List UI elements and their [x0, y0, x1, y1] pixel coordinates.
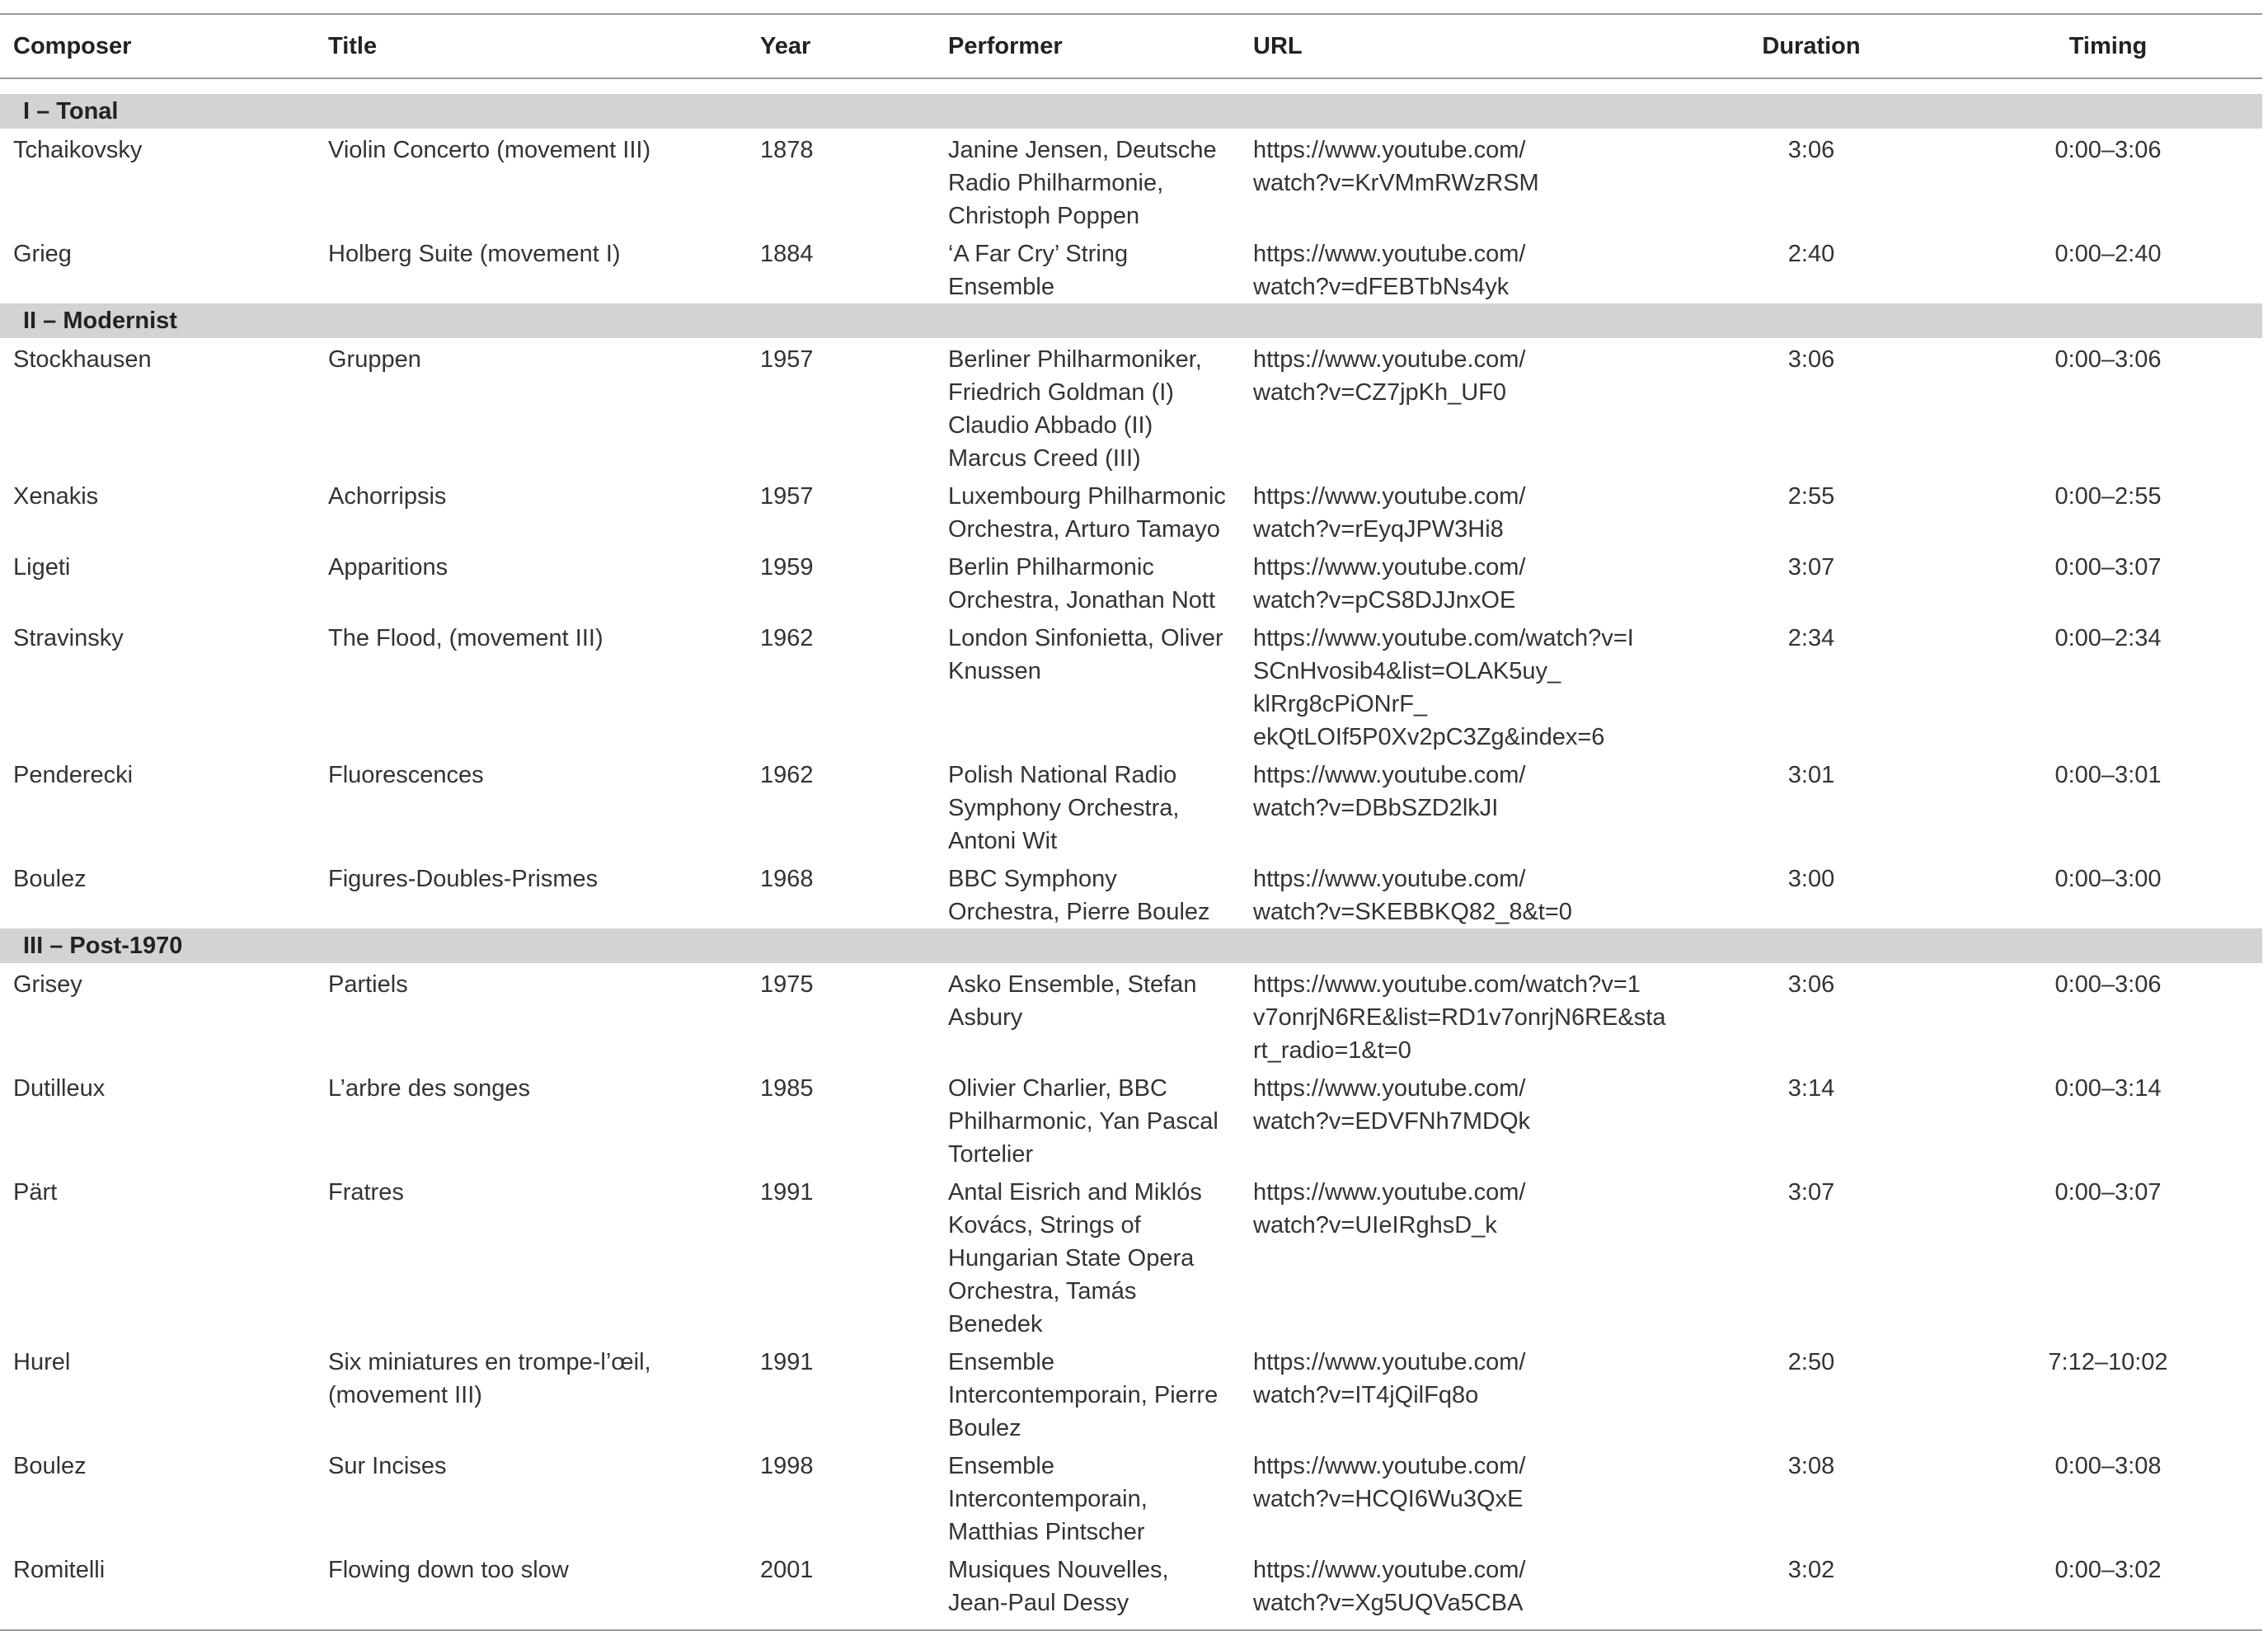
cell-duration: 3:06	[1787, 346, 1835, 373]
table-row	[0, 129, 2262, 233]
url-text-line[interactable]: watch?v=pCS8DJJnxOE	[1253, 587, 1516, 613]
url-text-line[interactable]: https://www.youtube.com/	[1253, 241, 1526, 267]
cell-performer: Musiques Nouvelles, Jean-Paul Dessy	[948, 1557, 1169, 1616]
cell-url[interactable]	[1240, 475, 1669, 546]
cell-title: Gruppen	[328, 346, 421, 373]
cell-performer: Antal Eisrich and Miklós Kovács, Strings of Hungarian State Opera Orchestra, Tamás Benedek	[948, 1179, 1202, 1337]
url-text-line[interactable]: https://www.youtube.com/	[1253, 866, 1526, 892]
cell-title: Flowing down too slow	[328, 1557, 569, 1583]
header-duration: Duration	[1669, 14, 1949, 78]
cell-url[interactable]	[1240, 1171, 1669, 1341]
section-row	[0, 94, 2262, 129]
cell-url[interactable]	[1240, 233, 1669, 303]
cell-url[interactable]	[1240, 546, 1669, 617]
cell-duration: 2:50	[1787, 1349, 1835, 1375]
url-text-line[interactable]: watch?v=Xg5UQVa5CBA	[1253, 1590, 1524, 1616]
cell-duration: 2:40	[1787, 241, 1835, 267]
table-row	[0, 338, 2262, 475]
cell-performer: Berlin Philharmonic Orchestra, Jonathan Nott	[948, 554, 1215, 613]
url-text-line[interactable]: https://www.youtube.com/	[1253, 1179, 1526, 1206]
cell-performer: ‘A Far Cry’ String Ensemble	[948, 241, 1129, 300]
composition-table-container	[0, 13, 2262, 1631]
cell-duration: 3:06	[1787, 971, 1835, 998]
table-body	[0, 78, 2262, 1629]
composition-table	[0, 13, 2262, 1629]
cell-timing: 0:00–3:06	[2054, 346, 2162, 373]
table-row	[0, 1067, 2262, 1171]
header-timing: Timing	[1949, 14, 2262, 78]
table-row	[0, 1341, 2262, 1445]
cell-title: Fratres	[328, 1179, 404, 1206]
cell-performer: Ensemble Intercontemporain, Pierre Boulez	[948, 1349, 1219, 1441]
cell-composer: Dutilleux	[13, 1075, 106, 1102]
cell-year: 1959	[760, 554, 814, 580]
url-text-line[interactable]: v7onrjN6RE&list=RD1v7onrjN6RE&sta	[1253, 1004, 1666, 1031]
table-row	[0, 546, 2262, 617]
cell-title: Partiels	[328, 971, 408, 998]
cell-year: 1968	[760, 866, 814, 892]
url-text-line[interactable]: watch?v=rEyqJPW3Hi8	[1253, 516, 1504, 543]
cell-url[interactable]	[1240, 338, 1669, 475]
cell-year: 1962	[760, 625, 814, 651]
url-text-line[interactable]: watch?v=CZ7jpKh_UF0	[1253, 379, 1507, 406]
cell-timing: 0:00–3:07	[2054, 554, 2162, 580]
cell-timing: 0:00–2:40	[2054, 241, 2162, 267]
cell-year: 1878	[760, 137, 814, 163]
cell-duration: 3:07	[1787, 1179, 1835, 1206]
cell-composer: Stravinsky	[13, 625, 124, 651]
cell-timing: 0:00–3:01	[2054, 762, 2162, 788]
cell-performer: BBC Symphony Orchestra, Pierre Boulez	[948, 866, 1210, 925]
cell-timing: 0:00–3:06	[2054, 137, 2162, 163]
cell-duration: 2:55	[1787, 483, 1835, 510]
cell-performer: Olivier Charlier, BBC Philharmonic, Yan Pascal Tortelier	[948, 1075, 1219, 1168]
url-text-line[interactable]: https://www.youtube.com/	[1253, 1349, 1526, 1375]
cell-url[interactable]	[1240, 858, 1669, 928]
table-row	[0, 617, 2262, 754]
cell-year: 1957	[760, 346, 814, 373]
cell-performer: London Sinfonietta, Oliver Knussen	[948, 625, 1223, 684]
cell-composer: Boulez	[13, 866, 87, 892]
cell-year: 1975	[760, 971, 814, 998]
header-title: Title	[315, 14, 747, 78]
table-row	[0, 1171, 2262, 1341]
table-row	[0, 1549, 2262, 1629]
section-row	[0, 928, 2262, 963]
url-text-line[interactable]: watch?v=HCQI6Wu3QxE	[1253, 1486, 1524, 1512]
header-performer: Performer	[935, 14, 1240, 78]
section-label: III – Post-1970	[0, 928, 2262, 963]
cell-url[interactable]	[1240, 963, 1669, 1067]
cell-title: Achorripsis	[328, 483, 447, 510]
cell-title: Six miniatures en trompe-l’œil, (movement III)	[328, 1349, 651, 1408]
cell-title: Holberg Suite (movement I)	[328, 241, 621, 267]
cell-timing: 7:12–10:02	[2048, 1349, 2168, 1375]
header-url: URL	[1240, 14, 1669, 78]
url-text-line[interactable]: klRrg8cPiONrF_	[1253, 691, 1428, 717]
cell-timing: 0:00–3:08	[2054, 1453, 2162, 1479]
cell-url[interactable]	[1240, 1341, 1669, 1445]
url-text-line[interactable]: https://www.youtube.com/	[1253, 1453, 1526, 1479]
section-label: I – Tonal	[0, 94, 2262, 129]
url-text-line[interactable]: https://www.youtube.com/	[1253, 762, 1526, 788]
table-header	[0, 14, 2262, 78]
cell-timing: 0:00–2:55	[2054, 483, 2162, 510]
url-text-line[interactable]: watch?v=dFEBTbNs4yk	[1253, 274, 1510, 300]
cell-year: 1998	[760, 1453, 814, 1479]
url-text-line[interactable]: https://www.youtube.com/	[1253, 1557, 1526, 1583]
cell-title: The Flood, (movement III)	[328, 625, 603, 651]
cell-timing: 0:00–3:02	[2054, 1557, 2162, 1583]
cell-composer: Romitelli	[13, 1557, 106, 1583]
cell-duration: 3:00	[1787, 866, 1835, 892]
cell-composer: Boulez	[13, 1453, 87, 1479]
cell-timing: 0:00–3:07	[2054, 1179, 2162, 1206]
cell-duration: 3:02	[1787, 1557, 1835, 1583]
cell-performer: Berliner Philharmoniker, Friedrich Goldman (I) Claudio Abbado (II) Marcus Creed (III)	[948, 346, 1202, 472]
cell-title: Sur Incises	[328, 1453, 447, 1479]
url-text-line[interactable]: https://www.youtube.com/	[1253, 1075, 1526, 1102]
cell-year: 2001	[760, 1557, 814, 1583]
table-row	[0, 233, 2262, 303]
cell-performer: Polish National Radio Symphony Orchestra, Antoni Wit	[948, 762, 1180, 854]
spacer-cell	[0, 78, 2262, 94]
url-text-line[interactable]: https://www.youtube.com/	[1253, 137, 1526, 163]
header-row	[0, 14, 2262, 78]
header-year: Year	[747, 14, 935, 78]
url-text-line[interactable]: ekQtLOIf5P0Xv2pC3Zg&index=6	[1253, 724, 1605, 750]
cell-url[interactable]	[1240, 1067, 1669, 1171]
table-row	[0, 858, 2262, 928]
cell-duration: 3:07	[1787, 554, 1835, 580]
url-text-line[interactable]: watch?v=IT4jQilFq8o	[1253, 1382, 1479, 1408]
cell-composer: Xenakis	[13, 483, 99, 510]
cell-title: Fluorescences	[328, 762, 484, 788]
cell-title: Violin Concerto (movement III)	[328, 137, 651, 163]
cell-composer: Grisey	[13, 971, 82, 998]
cell-composer: Stockhausen	[13, 346, 152, 373]
cell-timing: 0:00–3:06	[2054, 971, 2162, 998]
cell-url[interactable]	[1240, 1445, 1669, 1549]
cell-duration: 3:08	[1787, 1453, 1835, 1479]
cell-duration: 3:01	[1787, 762, 1835, 788]
cell-performer: Janine Jensen, Deutsche Radio Philharmonie, Christoph Poppen	[948, 137, 1217, 229]
cell-duration: 3:06	[1787, 137, 1835, 163]
cell-duration: 2:34	[1787, 625, 1835, 651]
cell-composer: Pärt	[13, 1179, 58, 1206]
table-row	[0, 754, 2262, 858]
cell-performer: Asko Ensemble, Stefan Asbury	[948, 971, 1197, 1031]
cell-year: 1884	[760, 241, 814, 267]
header-composer: Composer	[0, 14, 315, 78]
table-row	[0, 963, 2262, 1067]
url-text-line[interactable]: watch?v=EDVFNh7MDQk	[1253, 1108, 1531, 1135]
cell-year: 1957	[760, 483, 814, 510]
cell-year: 1985	[760, 1075, 814, 1102]
url-text-line[interactable]: watch?v=UIeIRghsD_k	[1253, 1212, 1497, 1239]
cell-title: Apparitions	[328, 554, 448, 580]
cell-composer: Ligeti	[13, 554, 71, 580]
cell-composer: Penderecki	[13, 762, 134, 788]
cell-performer: Ensemble Intercontemporain, Matthias Pintscher	[948, 1453, 1148, 1545]
cell-composer: Hurel	[13, 1349, 71, 1375]
url-text-line[interactable]: https://www.youtube.com/watch?v=1	[1253, 971, 1641, 998]
url-text-line[interactable]: watch?v=DBbSZD2lkJI	[1253, 795, 1499, 821]
cell-url[interactable]	[1240, 129, 1669, 233]
cell-title: L’arbre des songes	[328, 1075, 531, 1102]
cell-year: 1962	[760, 762, 814, 788]
cell-performer: Luxembourg Philharmonic Orchestra, Arturo Tamayo	[948, 483, 1226, 543]
url-text-line[interactable]: watch?v=KrVMmRWzRSM	[1253, 170, 1539, 196]
table-row	[0, 1445, 2262, 1549]
url-text-line[interactable]: rt_radio=1&t=0	[1253, 1037, 1411, 1064]
cell-url[interactable]	[1240, 617, 1669, 754]
cell-year: 1991	[760, 1179, 814, 1206]
table-row	[0, 475, 2262, 546]
cell-timing: 0:00–3:14	[2054, 1075, 2162, 1102]
cell-duration: 3:14	[1787, 1075, 1835, 1102]
cell-composer: Tchaikovsky	[13, 137, 143, 163]
url-text-line[interactable]: https://www.youtube.com/	[1253, 346, 1526, 373]
url-text-line[interactable]: SCnHvosib4&list=OLAK5uy_	[1253, 658, 1561, 684]
section-spacer	[0, 78, 2262, 94]
cell-timing: 0:00–3:00	[2054, 866, 2162, 892]
url-text-line[interactable]: https://www.youtube.com/	[1253, 554, 1526, 580]
section-row	[0, 303, 2262, 338]
cell-url[interactable]	[1240, 1549, 1669, 1629]
cell-composer: Grieg	[13, 241, 72, 267]
cell-title: Figures-Doubles-Prismes	[328, 866, 599, 892]
url-text-line[interactable]: https://www.youtube.com/	[1253, 483, 1526, 510]
cell-year: 1991	[760, 1349, 814, 1375]
url-text-line[interactable]: https://www.youtube.com/watch?v=I	[1253, 625, 1634, 651]
section-label: II – Modernist	[0, 303, 2262, 338]
cell-timing: 0:00–2:34	[2054, 625, 2162, 651]
url-text-line[interactable]: watch?v=SKEBBKQ82_8&t=0	[1253, 899, 1572, 925]
cell-url[interactable]	[1240, 754, 1669, 858]
